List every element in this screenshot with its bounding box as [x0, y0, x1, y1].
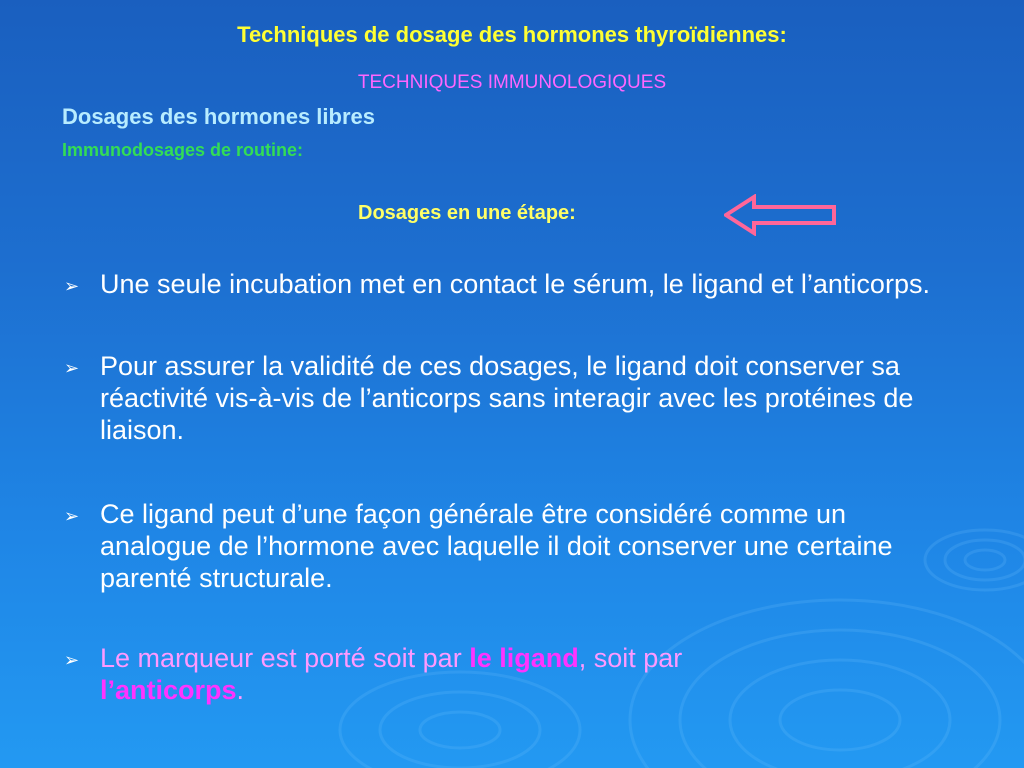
chevron-right-icon: ➢ [64, 650, 80, 670]
list-item [62, 350, 962, 446]
chevron-right-icon: ➢ [64, 358, 80, 378]
bullet-text: Pour assurer la validité de ces dosages, le ligand doit conserver sa réactivité vis-à-vis de l’anticorps sans interagir avec les protéines de liaison. [100, 351, 914, 445]
bullet-text: Ce ligand peut d’une façon générale être considéré comme un analogue de l’hormone avec laquelle il doit conserver une certaine parenté structurale. [100, 499, 893, 593]
chevron-right-icon: ➢ [64, 276, 80, 296]
bullet-text-part2: , soit par [578, 643, 683, 673]
heading-immunodosages-routine: Immunodosages de routine: [62, 140, 304, 160]
emphasis-ligand: le ligand [469, 643, 579, 673]
list-item [62, 498, 962, 594]
left-arrow-icon [724, 194, 838, 236]
list-item [62, 642, 962, 706]
bullet-text-part1: Le marqueur est porté soit par [100, 643, 470, 673]
chevron-right-icon: ➢ [64, 506, 80, 526]
heading-dosages-une-etape: Dosages en une étape: [358, 202, 576, 224]
bullet-list [62, 268, 962, 756]
list-item [62, 268, 962, 300]
slide-subtitle: TECHNIQUES IMMUNOLOGIQUES [357, 72, 667, 93]
slide-title: Techniques de dosage des hormones thyroïdiennes: [237, 22, 787, 47]
bullet-text: Une seule incubation met en contact le sérum, le ligand et l’anticorps. [100, 269, 930, 299]
emphasis-anticorps: l’anticorps [100, 675, 237, 705]
bullet-text-part3: . [236, 675, 245, 705]
heading-hormones-libres: Dosages des hormones libres [62, 104, 375, 129]
